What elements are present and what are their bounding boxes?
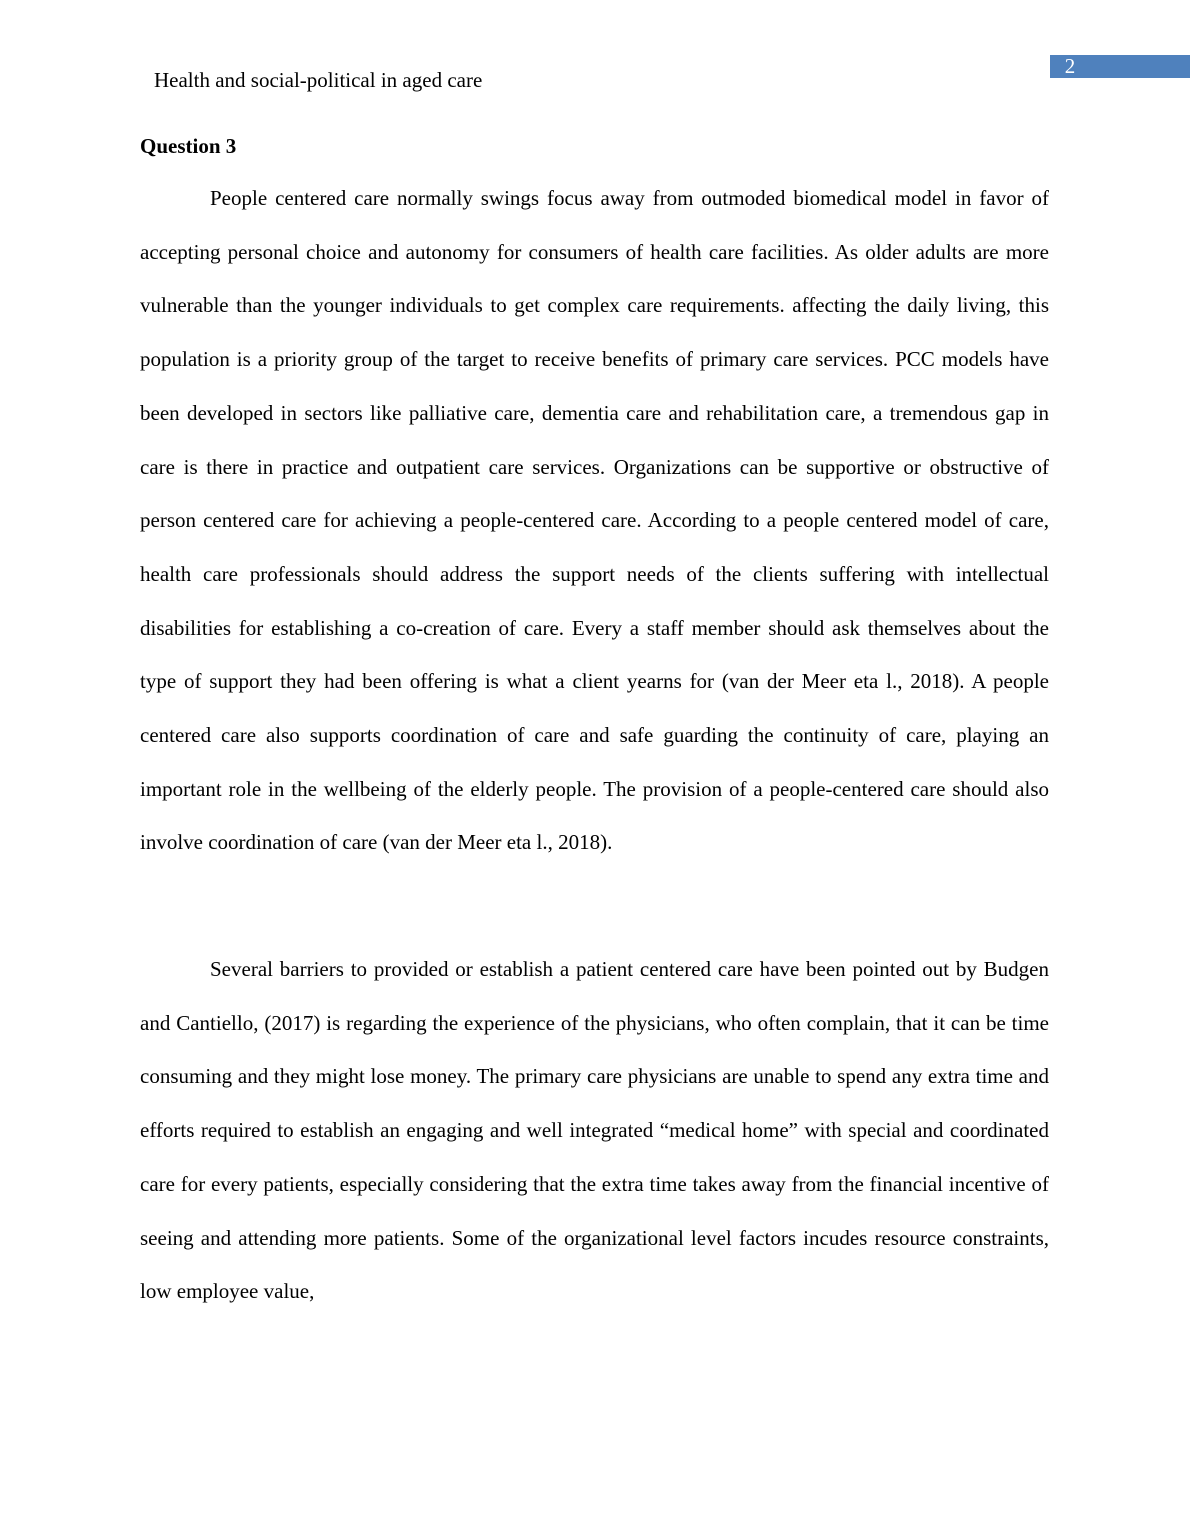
section-heading: Question 3 bbox=[140, 134, 237, 158]
page-number-bar bbox=[1050, 55, 1190, 78]
running-head: Health and social-political in aged care bbox=[154, 68, 483, 92]
body-paragraph-1: People centered care normally swings focus away from outmoded biomedical model in favor of accepting personal choice and autonomy for consumers of health care facilities. As older adults are more vulnerable than the younger individuals to get complex care requirements. affecting the daily living, this population is a priority group of the target to receive benefits of primary care services. PCC models have been developed in sectors like palliative care, dementia care and rehabilitation care, a tremendous gap in care is there in practice and outpatient care services. Organizations can be supportive or obstructive of person centered care for achieving a people-centered care. According to a people centered model of care, health care professionals should address the support needs of the clients suffering with intellectual disabilities for establishing a co-creation of care. Every a staff member should ask themselves about the type of support they had been offering is what a client yearns for (van der Meer eta l., 2018). A people centered care also supports coordination of care and safe guarding the continuity of care, playing an important role in the wellbeing of the elderly people. The provision of a people-centered care should also involve coordination of care (van der Meer eta l., 2018). bbox=[140, 186, 1049, 855]
page-number: 2 bbox=[1064, 54, 1076, 78]
body-paragraph-2: Several barriers to provided or establish a patient centered care have been pointed out by Budgen and Cantiello, (2017) is regarding the experience of the physicians, who often complain, that it can be time consuming and they might lose money. The primary care physicians are unable to spend any extra time and efforts required to establish an engaging and well integrated “medical home” with special and coordinated care for every patients, especially considering that the extra time takes away from the financial incentive of seeing and attending more patients. Some of the organizational level factors incudes resource constraints, low employee value, bbox=[140, 957, 1049, 1304]
